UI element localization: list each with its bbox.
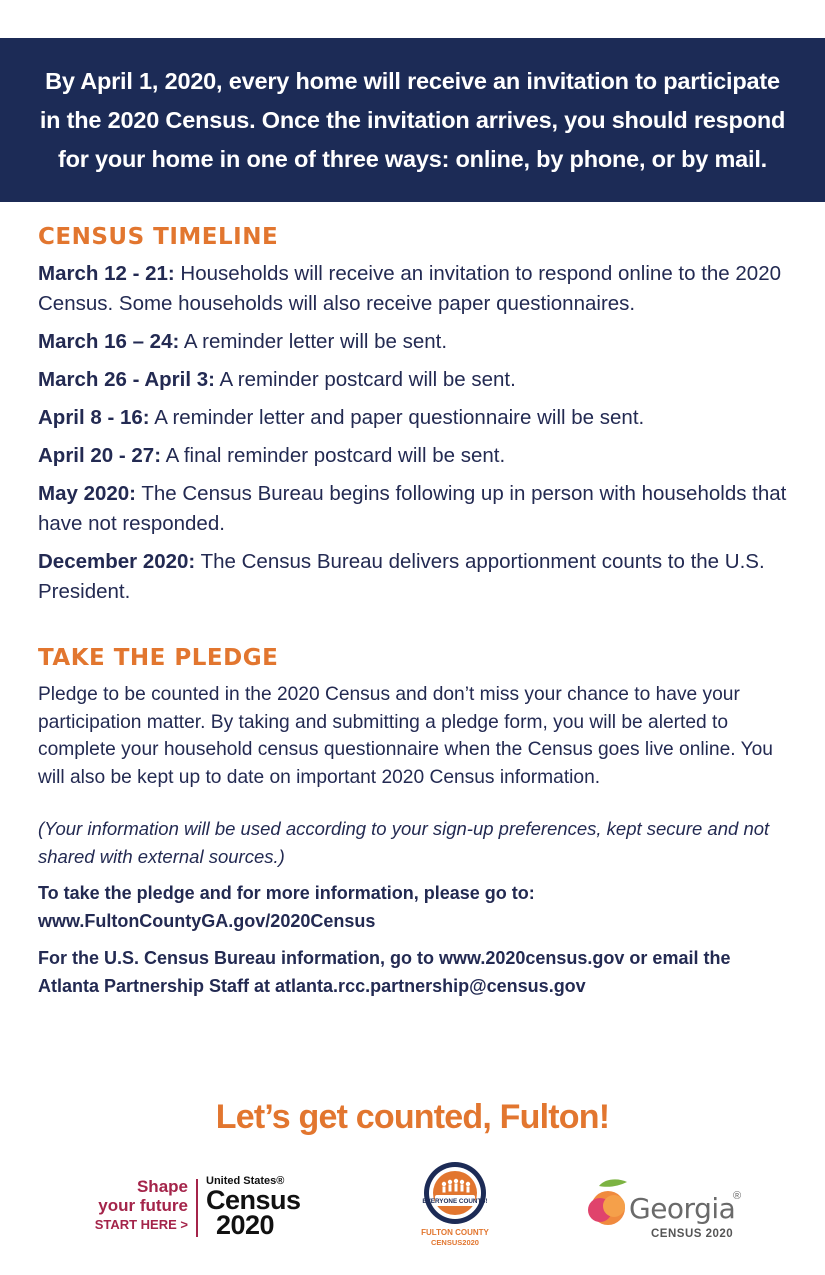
timeline-item xyxy=(38,547,790,607)
fulton-county-census-logo xyxy=(414,1160,496,1250)
timeline-text: The Census Bureau delivers apportionment counts to the U.S. President. xyxy=(38,550,765,603)
census-wordmark xyxy=(206,1175,326,1238)
georgia-census-subtitle: CENSUS 2020 xyxy=(651,1228,734,1240)
timeline-date: March 26 - April 3: xyxy=(38,368,215,391)
timeline-item xyxy=(38,479,790,539)
timeline-text: A reminder postcard will be sent. xyxy=(214,368,516,391)
census-word: Census xyxy=(206,1185,301,1215)
fulton-county-caption: FULTON COUNTY xyxy=(421,1228,489,1237)
timeline-text: A reminder letter and paper questionnaire will be sent. xyxy=(149,406,645,429)
everyone-counts-badge-icon xyxy=(422,1160,488,1226)
main-content xyxy=(38,224,790,1000)
timeline-text: A final reminder postcard will be sent. xyxy=(161,444,506,467)
start-here-line: START HERE > xyxy=(94,1217,188,1232)
registered-mark: ® xyxy=(733,1190,742,1202)
timeline-date: May 2020: xyxy=(38,482,137,505)
timeline-date: March 16 – 24: xyxy=(38,330,180,353)
timeline-date: December 2020: xyxy=(38,550,196,573)
pledge-heading: TAKE THE PLEDGE xyxy=(38,645,279,671)
logo-divider xyxy=(196,1179,198,1237)
peach-icon xyxy=(585,1176,631,1228)
timeline-heading: CENSUS TIMELINE xyxy=(38,224,279,250)
timeline-item xyxy=(38,365,790,395)
timeline-date: April 20 - 27: xyxy=(38,444,162,467)
timeline-text: The Census Bureau begins following up in person with households that have not responded. xyxy=(38,482,787,535)
badge-text: EVERYONE COUNTS! xyxy=(422,1198,488,1205)
shape-line: Shape xyxy=(136,1177,188,1196)
intro-banner xyxy=(0,38,825,202)
pledge-link-info: To take the pledge and for more information, please go to: www.FultonCountyGA.gov/2020Census xyxy=(38,883,535,931)
timeline-date: April 8 - 16: xyxy=(38,406,150,429)
timeline-text: A reminder letter will be sent. xyxy=(179,330,448,353)
privacy-note: (Your information will be used according to your sign-up preferences, kept secure and not shared with external sources.) xyxy=(38,818,770,867)
georgia-word: Georgia xyxy=(629,1192,736,1225)
census-year: 2020 xyxy=(216,1210,275,1240)
georgia-census-logo xyxy=(585,1176,760,1246)
future-line: your future xyxy=(98,1196,188,1215)
timeline-item xyxy=(38,327,790,357)
census2020-caption: CENSUS2020 xyxy=(431,1238,479,1247)
census-bureau-info: For the U.S. Census Bureau information, go to www.2020census.gov or email the Atlanta Partnership Staff at atlanta.rcc.partnership@census.gov xyxy=(38,948,731,996)
shape-your-future-text xyxy=(88,1177,188,1234)
timeline-date: March 12 - 21: xyxy=(38,262,175,285)
census-2020-logo xyxy=(88,1175,328,1241)
timeline-list xyxy=(38,259,790,607)
slogan: Let’s get counted, Fulton! xyxy=(215,1098,610,1136)
pledge-body: Pledge to be counted in the 2020 Census and don’t miss your chance to have your participation matter. By taking and submitting a pledge form, you will be alerted to complete your household census questionnaire when the Census goes live online. You will also be kept up to date on important 2020 Census information. xyxy=(38,684,773,788)
intro-banner-text: By April 1, 2020, every home will receive an invitation to participate in the 2020 Census. Once the invitation arrives, you should respond for your home in one of three ways: online, by phone, or by mail. xyxy=(39,67,786,172)
timeline-text: Households will receive an invitation to respond online to the 2020 Census. Some households will also receive paper questionnaires. xyxy=(38,262,782,315)
united-states-label: United States® xyxy=(206,1175,285,1187)
timeline-item xyxy=(38,441,790,471)
timeline-item xyxy=(38,259,790,319)
timeline-item xyxy=(38,403,790,433)
